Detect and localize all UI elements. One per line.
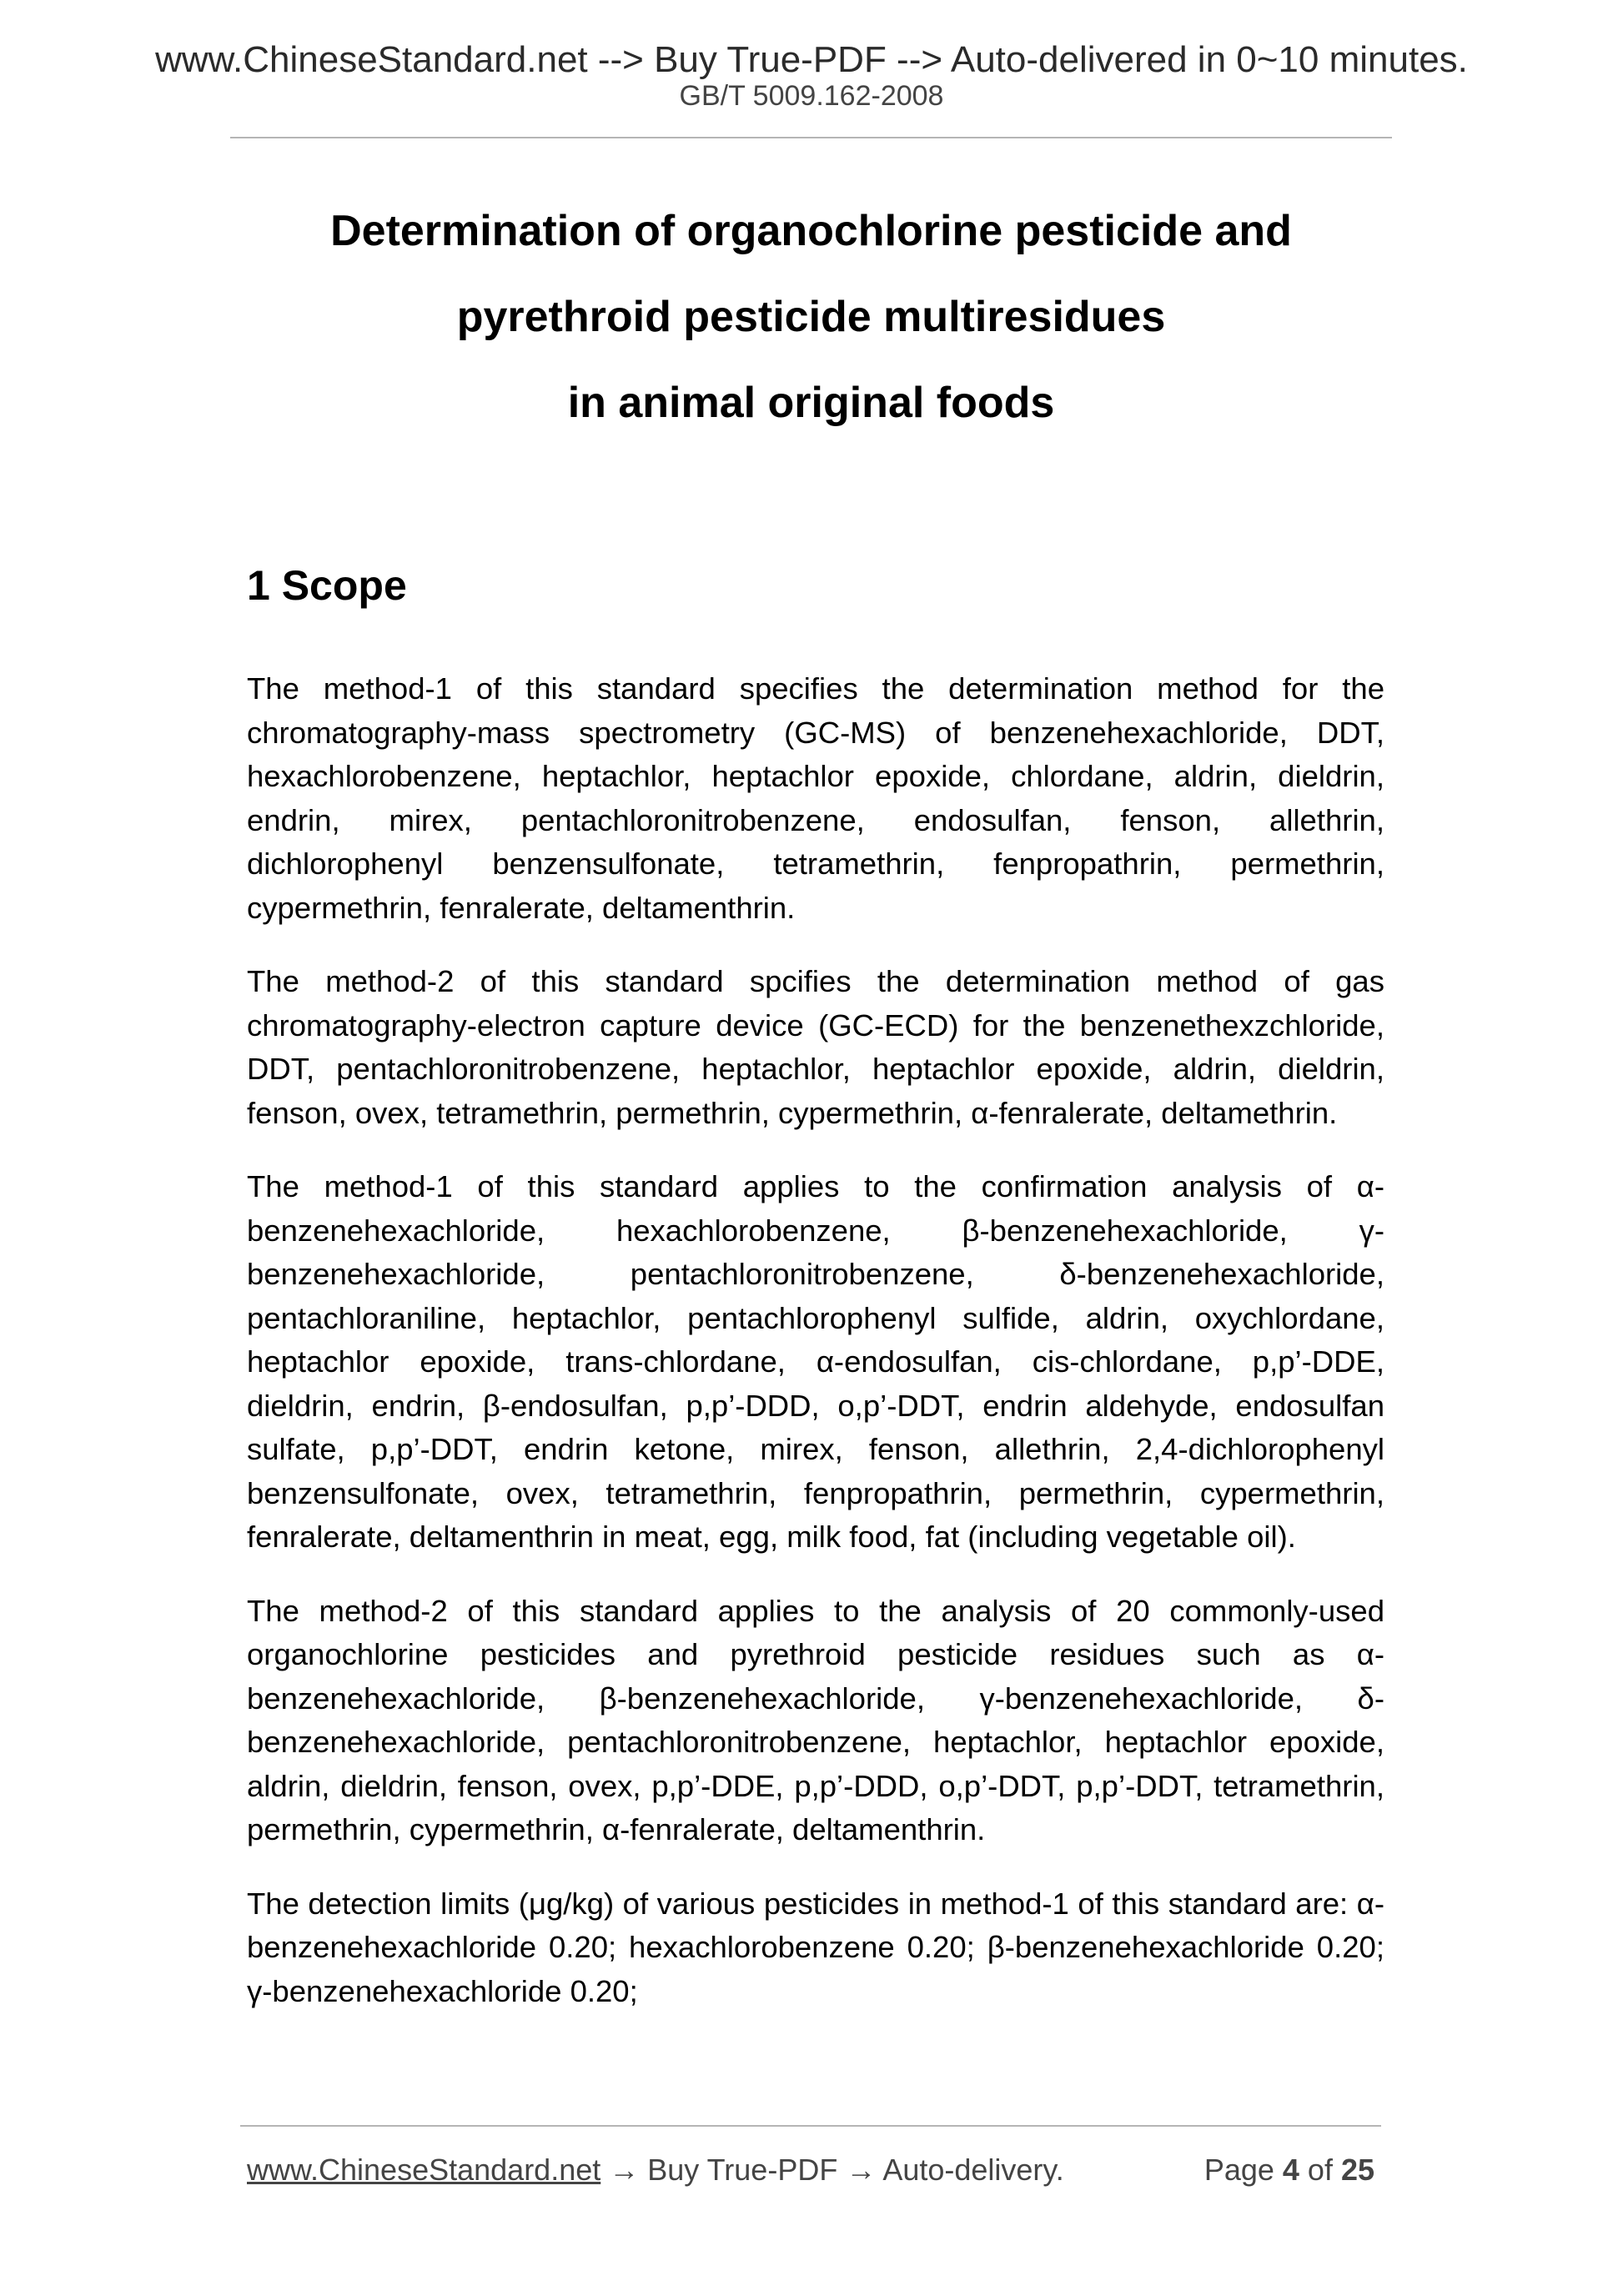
standard-code: GB/T 5009.162-2008: [679, 80, 944, 112]
paragraph-method1-applicability: The method-1 of this standard applies to the confirmation analysis of α-benzenehexachloride, hexachlorobenzene, β-benzenehexachloride, γ-benzenehexachloride, pentachloronitrobenzene, δ-benzenehexachloride, pentachloraniline, heptachlor, pentachlorophenyl sulfide, aldrin, oxychlordane, heptachlor epoxide, trans-chlordane, α-endosulfan, cis-chlordane, p,p’-DDE, dieldrin, endrin, β-endosulfan, p,p’-DDD, o,p’-DDT, endrin aldehyde, endosulfan sulfate, p,p’-DDT, endrin ketone, mirex, fenson, allethrin, 2,4-dichlorophenyl benzensulfonate, ovex, tetramethrin, fenpropathrin, permethrin, cypermethrin, fenralerate, deltamenthrin in meat, egg, milk food, fat (including vegetable oil).: [247, 1169, 1384, 1554]
title-line-3: in animal original foods: [567, 379, 1055, 427]
page-label: Page: [1203, 2153, 1283, 2187]
title-line-1: Determination of organochlorine pesticide and: [330, 207, 1292, 255]
footer-divider: [240, 2125, 1381, 2127]
section-body: [247, 667, 1384, 2043]
footer-left: [247, 2152, 1064, 2188]
footer-site-link[interactable]: www.ChineseStandard.net: [247, 2153, 601, 2187]
page-total: 25: [1340, 2153, 1374, 2187]
header-divider: [230, 137, 1392, 138]
document-title: [230, 188, 1392, 446]
paragraph-method2-scope: The method-2 of this standard spcifies the determination method of gas chromatography-electron capture device (GC-ECD) for the benzenethexzchloride, DDT, pentachloronitrobenzene, heptachlor, heptachlor epoxide, aldrin, dieldrin, fenson, ovex, tetramethrin, permethrin, cypermethrin, α-fenralerate, deltamethrin.: [247, 964, 1384, 1130]
title-line-2: pyrethroid pesticide multiresidues: [456, 293, 1166, 341]
paragraph-method2-applicability: The method-2 of this standard applies to the analysis of 20 commonly-used organochlorine pesticides and pyrethroid pesticide residues such as α-benzenehexachloride, β-benzenehexachloride, γ-benzenehexachloride, δ-benzenehexachloride, pentachloronitrobenzene, heptachlor, heptachlor epoxide, aldrin, dieldrin, fenson, ovex, p,p’-DDE, p,p’-DDD, o,p’-DDT, p,p’-DDT, tetramethrin, permethrin, cypermethrin, α-fenralerate, deltamenthrin.: [247, 1593, 1384, 1846]
page-number: 4: [1282, 2153, 1299, 2187]
footer-tagline: → Buy True-PDF → Auto-delivery.: [600, 2153, 1064, 2187]
page-indicator: [1204, 2152, 1374, 2188]
top-banner: www.ChineseStandard.net --> Buy True-PDF --> Auto-delivered in 0~10 minutes.: [155, 39, 1468, 80]
section-heading: 1 Scope: [247, 562, 407, 609]
paragraph-method1-scope: The method-1 of this standard specifies the determination method for the chromatography-mass spectrometry (GC-MS) of benzenehexachloride, DDT, hexachlorobenzene, heptachlor, heptachlor epoxide, chlordane, aldrin, dieldrin, endrin, mirex, pentachloronitrobenzene, endosulfan, fenson, allethrin, dichlorophenyl benzensulfonate, tetramethrin, fenpropathrin, permethrin, cypermethrin, fenralerate, deltamenthrin.: [247, 671, 1384, 925]
of-label: of: [1299, 2153, 1341, 2187]
paragraph-detection-limits: The detection limits (μg/kg) of various pesticides in method-1 of this standard are: α-benzenehexachloride 0.20; hexachlorobenzene 0.20; β-benzenehexachloride 0.20; γ-benzenehexachloride 0.20;: [247, 1886, 1384, 2008]
